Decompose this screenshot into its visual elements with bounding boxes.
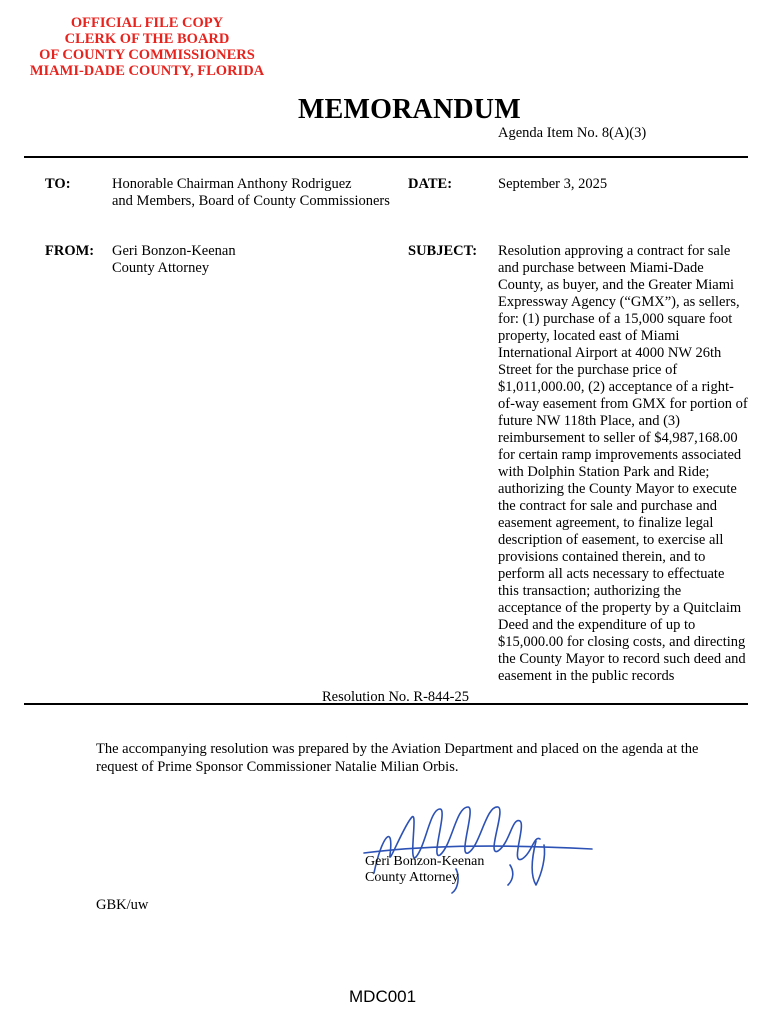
stamp-line-3: OF COUNTY COMMISSIONERS — [39, 47, 255, 63]
subject-line: Deed and the expenditure of up to — [498, 617, 696, 633]
date-value: September 3, 2025 — [498, 176, 608, 192]
from-line-2: County Attorney — [112, 260, 210, 276]
from-label: FROM: — [45, 243, 95, 259]
stamp-line-1: OFFICIAL FILE COPY — [70, 15, 224, 31]
signature-block — [365, 854, 484, 886]
signer-title: County Attorney — [365, 870, 459, 885]
to-line-2: and Members, Board of County Commissioners — [112, 193, 390, 209]
to-label: TO: — [45, 176, 71, 192]
bottom-divider — [24, 703, 748, 705]
subject-text — [498, 243, 750, 685]
stamp-line-2: CLERK OF THE BOARD — [64, 31, 230, 47]
subject-line: property, located east of Miami — [498, 328, 680, 344]
date-label: DATE: — [408, 176, 453, 192]
body-paragraph: The accompanying resolution was prepared by the Aviation Department and placed on the agenda at the request of Prime Sponsor Commissioner Natalie Milian Orbis. — [96, 741, 699, 775]
top-divider — [24, 156, 748, 158]
subject-line: future NW 118th Place, and (3) — [498, 413, 681, 429]
subject-line: and purchase between Miami-Dade — [498, 260, 704, 276]
from-line-1: Geri Bonzon-Keenan — [112, 243, 236, 259]
subject-line: the contract for sale and purchase and — [498, 498, 718, 514]
subject-line: easement in the public records — [498, 668, 675, 684]
subject-line: easement agreement, to finalize legal — [498, 515, 714, 531]
subject-line: for: (1) purchase of a 15,000 square foot — [498, 311, 733, 327]
subject-line: provisions contained therein, and to — [498, 549, 706, 565]
official-file-copy-stamp — [18, 15, 276, 79]
subject-line: reimbursement to seller of $4,987,168.00 — [498, 430, 738, 446]
subject-line: the County Mayor to record such deed and — [498, 651, 746, 667]
subject-line: International Airport at 4000 NW 26th — [498, 345, 722, 361]
stamp-line-4: MIAMI-DADE COUNTY, FLORIDA — [29, 63, 265, 79]
subject-line: County, as buyer, and the Greater Miami — [498, 277, 735, 293]
subject-line: Expressway Agency (“GMX”), as sellers, — [498, 294, 740, 310]
subject-line: acceptance of the property by a Quitclaim — [498, 600, 742, 616]
resolution-number: Resolution No. R-844-25 — [322, 689, 470, 705]
subject-line: description of easement, to exercise all — [498, 532, 724, 548]
subject-label: SUBJECT: — [408, 243, 478, 259]
subject-line: Street for the purchase price of — [498, 362, 678, 378]
typist-initials: GBK/uw — [96, 897, 149, 913]
subject-line: this transaction; authorizing the — [498, 583, 682, 599]
subject-line: with Dolphin Station Park and Ride; — [498, 464, 710, 480]
agenda-item-number: Agenda Item No. 8(A)(3) — [498, 125, 647, 141]
subject-line: of-way easement from GMX for portion of — [498, 396, 748, 412]
subject-line: perform all acts necessary to effectuate — [498, 566, 725, 582]
subject-line: $15,000.00 for closing costs, and directing — [498, 634, 746, 650]
subject-line: authorizing the County Mayor to execute — [498, 481, 737, 497]
memo-title: MEMORANDUM — [298, 94, 521, 125]
from-sender — [112, 243, 372, 277]
signer-name: Geri Bonzon-Keenan — [365, 854, 485, 869]
to-recipient — [112, 176, 402, 210]
subject-line: for certain ramp improvements associated — [498, 447, 742, 463]
subject-line: Resolution approving a contract for sale — [498, 243, 731, 259]
subject-line: $1,011,000.00, (2) acceptance of a right- — [498, 379, 734, 395]
to-line-1: Honorable Chairman Anthony Rodriguez — [112, 176, 352, 192]
document-code: MDC001 — [349, 987, 417, 1006]
